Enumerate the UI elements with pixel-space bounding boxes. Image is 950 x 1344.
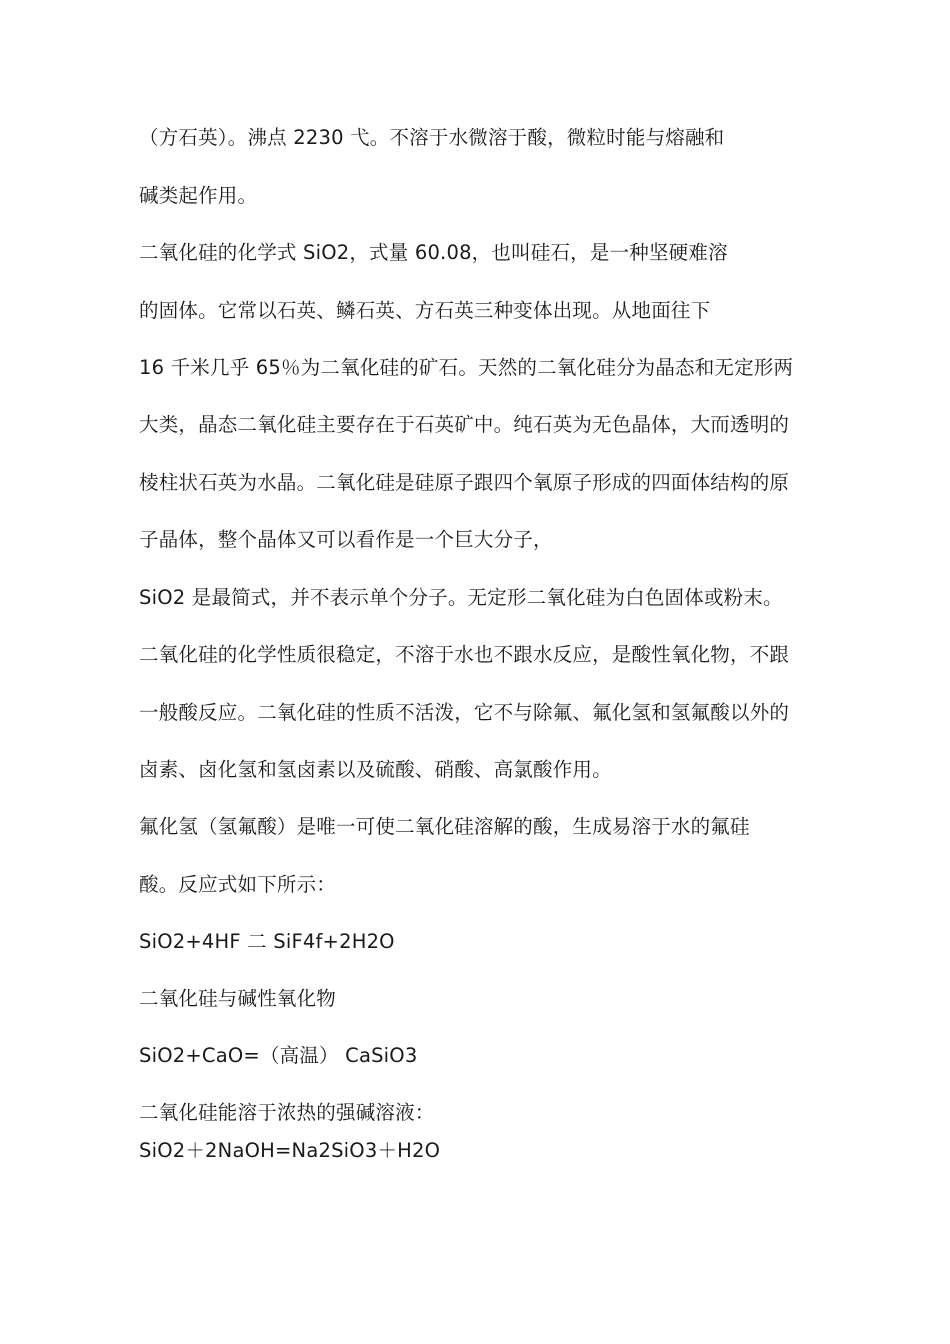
- equation-line-2: SiO2+CaO=（高温） CaSiO3: [139, 1044, 418, 1067]
- equation-line-3: SiO2＋2NaOH=Na2SiO3＋H2O: [139, 1139, 441, 1162]
- text-line-1: （方石英）。沸点 2230 弋。不溶于水微溶于酸，微粒时能与熔融和: [139, 126, 725, 149]
- text-line-5: 16 千米几乎 65％为二氧化硅的矿石。天然的二氧化硅分为晶态和无定形两: [139, 356, 794, 379]
- text-line-9: SiO2 是最简式，并不表示单个分子。无定形二氧化硅为白色固体或粉末。: [139, 586, 783, 609]
- text-line-18: 二氧化硅能溶于浓热的强碱溶液：: [139, 1101, 435, 1124]
- text-line-6: 大类，晶态二氧化硅主要存在于石英矿中。纯石英为无色晶体，大而透明的: [139, 413, 790, 436]
- text-line-3: 二氧化硅的化学式 SiO2，式量 60.08，也叫硅石，是一种坚硬难溶: [139, 241, 728, 264]
- text-line-8: 子晶体，整个晶体又可以看作是一个巨大分子，: [139, 528, 553, 551]
- equation-line-1: SiO2+4HF 二 SiF4f+2H2O: [139, 930, 395, 953]
- text-line-10: 二氧化硅的化学性质很稳定，不溶于水也不跟水反应，是酸性氧化物，不跟: [139, 643, 790, 666]
- text-line-16: 二氧化硅与碱性氧化物: [139, 987, 337, 1010]
- text-line-7: 棱柱状石英为水晶。二氧化硅是硅原子跟四个氧原子形成的四面体结构的原: [139, 471, 790, 494]
- text-line-4: 的固体。它常以石英、鳞石英、方石英三种变体出现。从地面往下: [139, 299, 711, 322]
- text-line-12: 卤素、卤化氢和氢卤素以及硫酸、硝酸、高氯酸作用。: [139, 758, 612, 781]
- text-line-14: 酸。反应式如下所示：: [139, 873, 337, 896]
- text-line-13: 氟化氢（氢氟酸）是唯一可使二氧化硅溶解的酸，生成易溶于水的氟硅: [139, 815, 750, 838]
- text-line-11: 一般酸反应。二氧化硅的性质不活泼，它不与除氟、氟化氢和氢氟酸以外的: [139, 701, 790, 724]
- text-line-2: 碱类起作用。: [139, 184, 258, 207]
